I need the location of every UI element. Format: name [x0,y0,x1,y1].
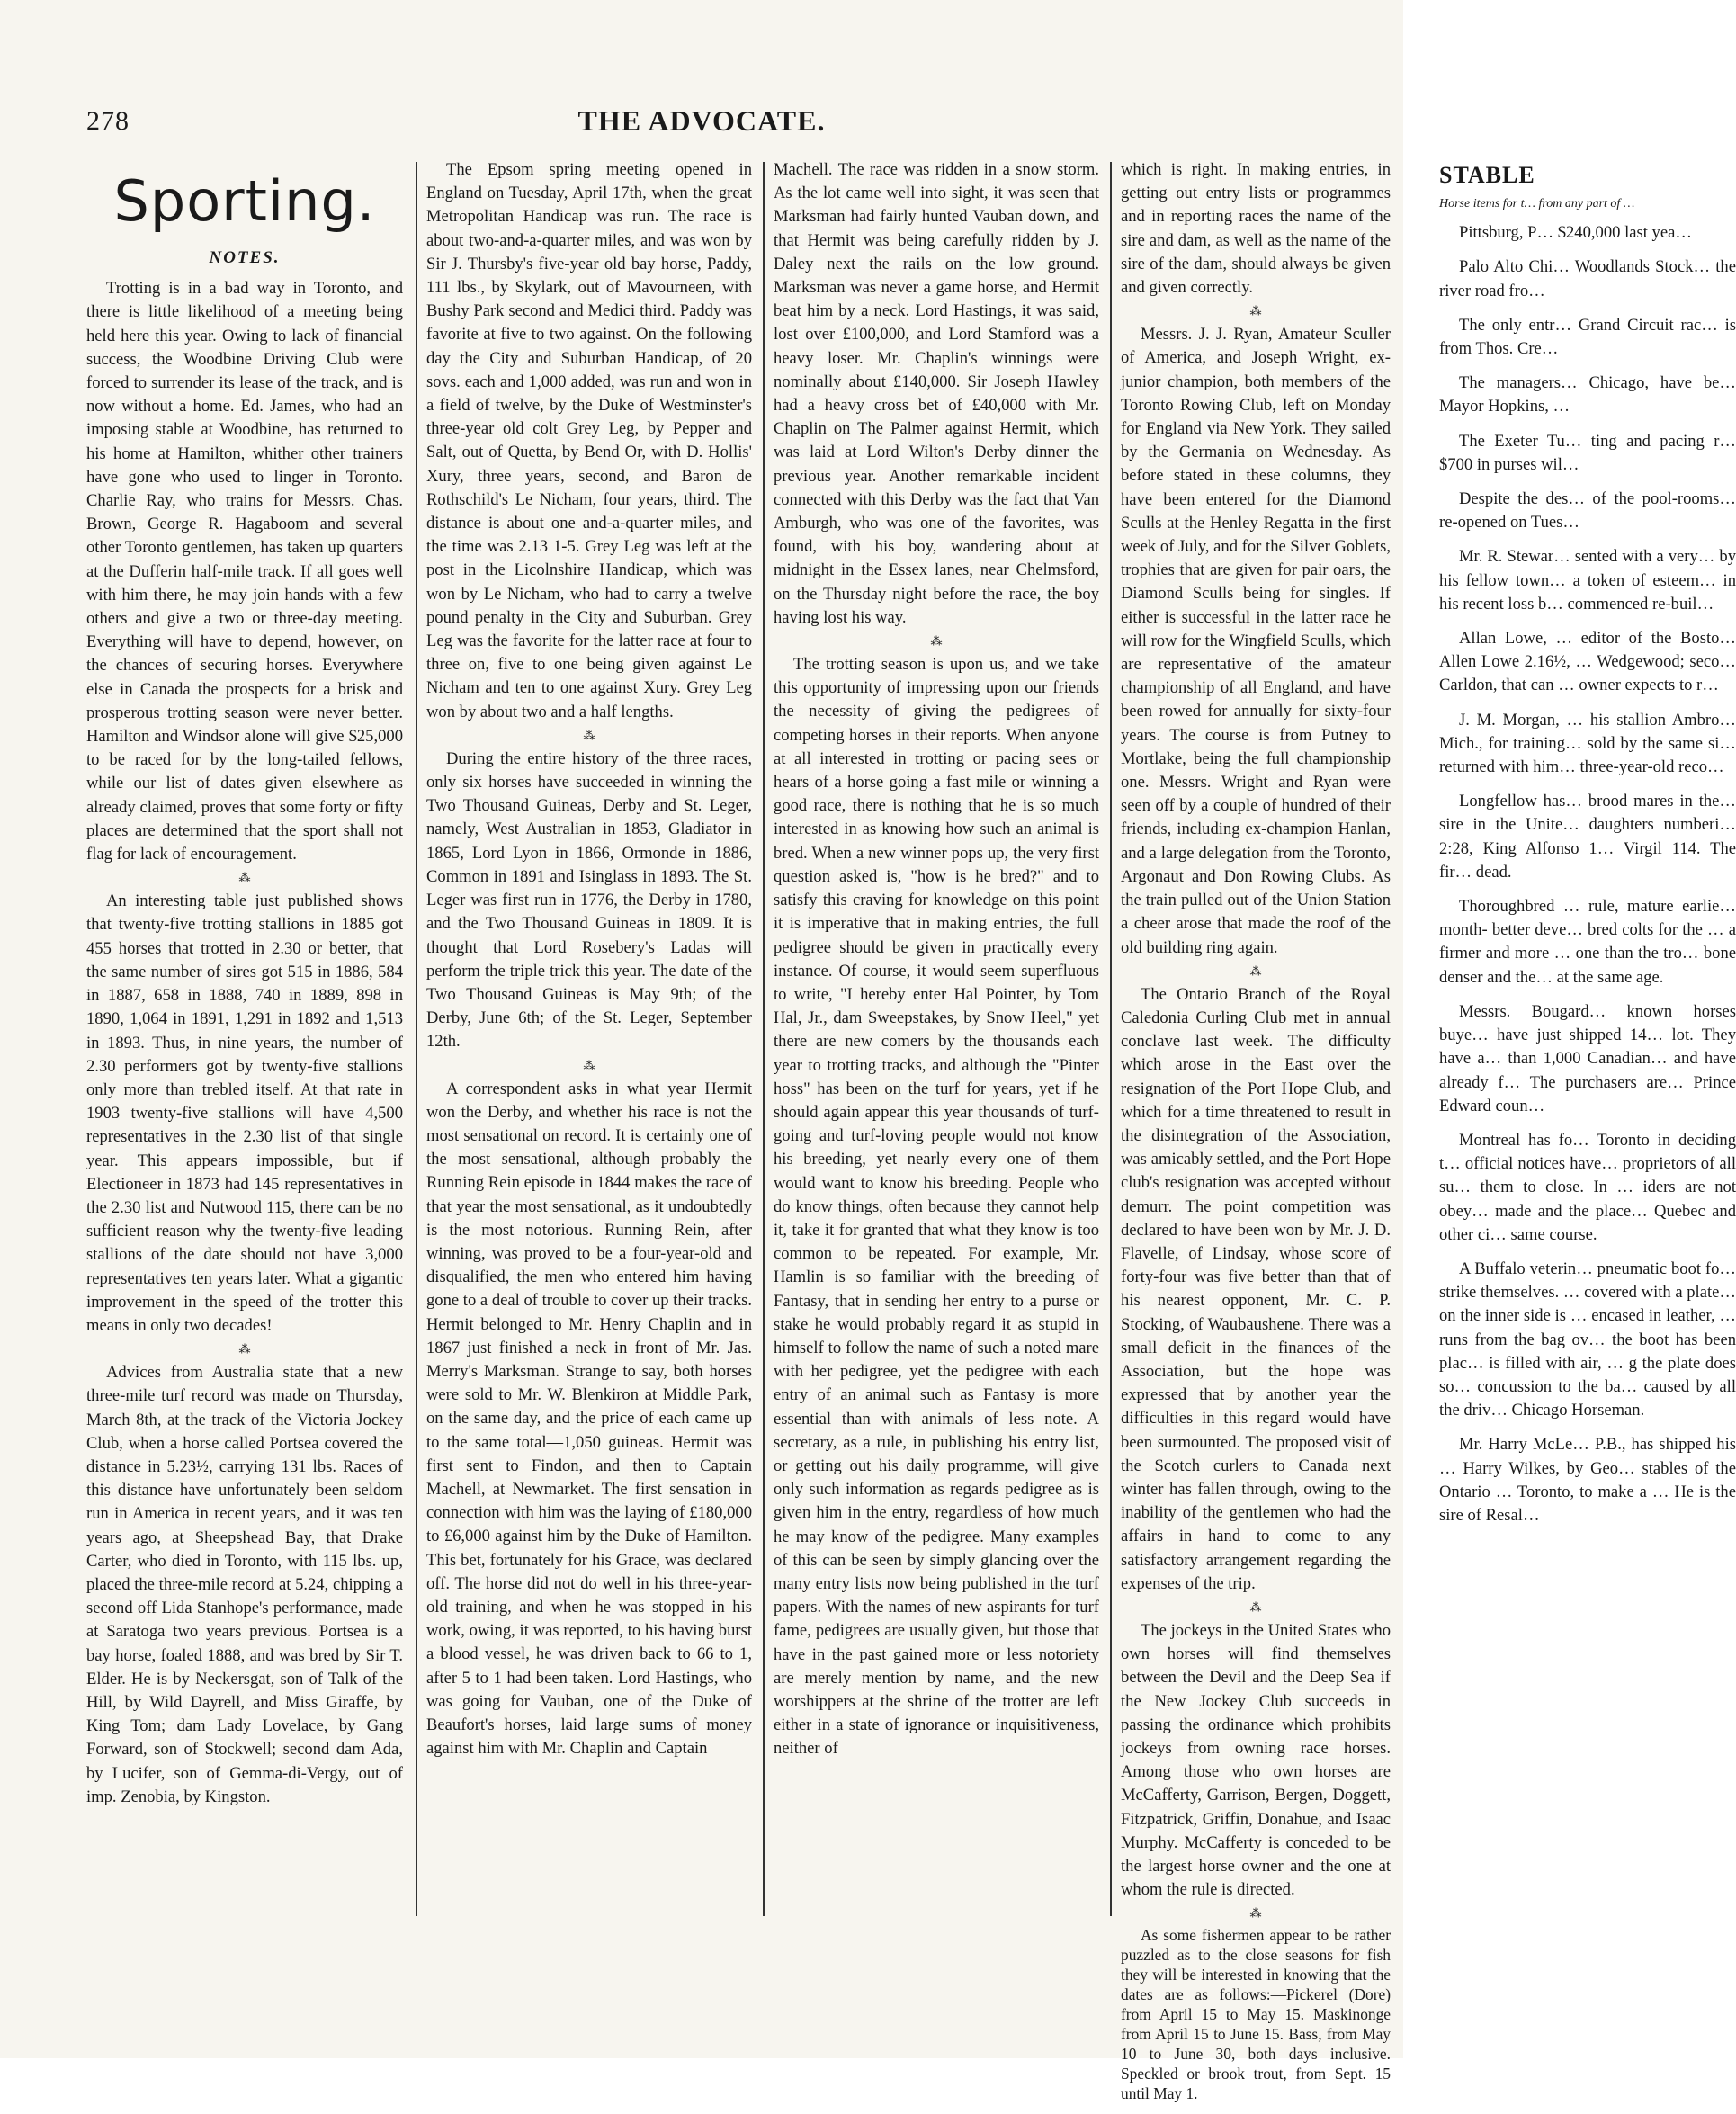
stable-item: Messrs. Bougard… known horses buye… have just shipped 14… lot. They have a… than 1,000 Canadian… and have already f… The purchasers are… Prince Edward coun… [1439,1001,1736,1115]
separator-stars: ⁂ [1249,1906,1262,1921]
stable-item: The managers… Chicago, have be… Mayor Hopkins, … [1439,373,1736,417]
article-scullers: Messrs. J. J. Ryan, Amateur Sculler of America, and Joseph Wright, ex-junior champion, both members of the Toronto Rowing Club, left on Monday for England via New York. They sailed by the Germania on Wednesday. As before stated in these columns, they have been entered for the Diamond Sculls at the Henley Regatta in the first week of July, and for the Silver Goblets, trophies that are given for pair oars, the Diamond Sculls being for singles. If either is successful in the latter race he will row for the Wingfield Sculls, which are representative of the amateur championship of all England, and have been rowed for annually for sixty-four years. The course is from Putney to Mortlake, being the full championship one. Messrs. Wright and Ryan were seen off by a couple of hundred of their friends, including ex-champion Hanlan, and a large delegation from the Toronto, Argonaut and Don Rowing Clubs. As the train pulled out of the Union Station a cheer arose that made the roof of the old building ring again. [1121,325,1391,957]
separator-stars: ⁂ [583,1058,595,1072]
column-rule [763,162,765,1916]
stable-item: Mr. Harry McLe… P.B., has shipped his … Harry Wilkes, by Geo… stables of the Ontario … Toronto, to make a … He is the sire of Resal… [1439,1435,1736,1525]
separator-stars: ⁂ [238,871,251,885]
article-trotting-toronto: Trotting is in a bad way in Toronto, and there is little likelihood of a meeting being held here this year. Owing to lack of financial success, the Woodbine Driving Club were forced to surrender its lease of the track, and is now without a home. Ed. James, who had an imposing stable at Woodbine, has returned to his home at Hamilton, whither other trainers have gone who used to linger in Toronto. Charlie Ray, who trains for Messrs. Chas. Brown, George R. Hagaboom and several other Toronto gentlemen, has taken up quarters at the Dufferin half-mile track. If all goes well with him there, he may join hands with a few others and give a two or three-day meeting. Everything will have to depend, however, on the chances of securing horses. Everywhere else in Canada the prospects for a brisk and prosperous trotting season were never better. Hamilton and Windsor alone will give $25,000 to be raced for by the long-tailed fellows, while our list of dates given elsewhere as already claimed, proves that some forty or fifty places are determined that the sport shall not flag for lack of encouragement. [86,279,403,864]
article-triple-crown: During the entire history of the three races, only six horses have succeeded in winning the Two Thousand Guineas, Derby and St. Leger, namely, West Australian in 1853, Gladiator in 1865, Lord Lyon in 1866, Ormonde in 1886, Common in 1891 and Isinglass in 1893. The St. Leger was first run in 1776, the Derby in 1780, and the Two Thousand Guineas in 1809. It is thought that Lord Rosebery's Ladas will perform the triple trick this year. The date of the Two Thousand Guineas is May 9th; of the Derby, June 6th; of the St. Leger, September 12th. [426,748,752,1052]
stable-item: Thoroughbred … rule, mature earlie… month- better deve… bred colts for the … a firmer and more … one than the tro… bone denser and the… at the same age. [1439,897,1736,987]
stable-column [1439,158,1736,1538]
stable-item: Despite the des… of the pool-rooms… re-opened on Tues… [1439,489,1736,533]
column-3 [774,158,1099,1772]
stable-item: Longfellow has… brood mares in the… sire in the Unite… daughters numberi… 2:28, King Alfonso 1… Virgil 114. The fir… dead. [1439,792,1736,882]
separator-stars: ⁂ [930,634,943,649]
column-4 [1121,158,1391,2114]
separator-stars: ⁂ [238,1342,251,1357]
article-epsom-meeting: The Epsom spring meeting opened in England on Tuesday, April 17th, when the great Metropolitan Handicap was run. The race is about two-and-a-quarter miles, and was won by Sir J. Thursby's five-year old bay horse, Paddy, 111 lbs., by Skylark, out of Mavourneen, with Bushy Park second and Medici third. Paddy was favorite at five to two against. On the following day the City and Suburban Handicap, of 20 sovs. each and 1,000 added, was run and won in a field of twelve, by the Duke of Westminster's three-year old colt Grey Leg, by Pepper and Salt, out of Quetta, by Bend Or, with D. Hollis' Xury, three years, second, and Baron de Rothschild's Le Nicham, four years, third. The distance is about one and-a-quarter miles, and the time was 2.13 1-5. Grey Leg was left at the post in the Licolnshire Handicap, which was won by Le Nicham, who had to carry a twelve pound penalty in the City and Suburban. Grey Leg was the favorite for the latter race at four to three on, five to one being given against Le Nicham and ten to one against Xury. Grey Leg won by about two and a half lengths. [426,160,752,721]
stable-item: The Exeter Tu… ting and pacing r… $700 in purses wil… [1439,431,1736,474]
article-hermit-derby: A correspondent asks in what year Hermit won the Derby, and whether his race is not the most sensational on record. It is certainly one of the most sensational, although probably the Running Rein episode in 1844 makes the race of that year the most sensational, as it undoubtedly is the most notorious. Running Rein, after winning, was proved to be a four-year-old and disqualified, the men who entered him having gone to a deal of trouble to cover up their tracks. Hermit belonged to Mr. Henry Chaplin and in 1867 just finished a neck in front of Mr. Jas. Merry's Marksman. Strange to say, both horses were sold to Mr. W. Blenkiron at Middle Park, on the same day, and the price of each came up to the same total—1,050 guineas. Hermit was first sent to Findon, and then to Captain Machell, at Newmarket. The first sensation in connection with him was the laying of £180,000 to £6,000 against him by the Duke of Hamilton. This bet, fortunately for his Grace, was declared off. The horse did not do well in his three-year-old training, and when he was stopped in his work, owing, it was reported, to his having burst a blood vessel, he was driven back to 66 to 1, after 5 to 1 had been taken. Lord Hastings, who was going for Vauban, one of the Duke of Beaufort's horses, laid large sums of money against him with Mr. Chaplin and Captain [426,1079,752,1759]
article-pedigrees: The trotting season is upon us, and we take this opportunity of impressing upon our friends the necessity of giving the pedigrees of competing horses in their reports. When anyone at all interested in trotting or pacing sees or hears of a horse going a fast mile or winning a good race, there is nothing that he is so much interested in as knowing how such an animal is bred. When a new winner pops up, the very first question asked is, "how is he bred?" and to satisfy this craving for knowledge on this point it is imperative that in making entries, the full pedigree should be given in practically every instance. Of course, it would seem superfluous to write, "I hereby enter Hal Pointer, by Tom Hal, Jr., dam Sweepstakes, by Snow Heel," yet there are new comers by the thousands each year to trotting tracks, and although the "Pinter hoss" has been on the turf for years, yet if he should again appear this year thousands of turf-going and turf-loving people would not know his breeding, yet nearly every one of them would want to know his breeding. People who do know things, often because they cannot help it, take it for granted that what they know is too common to be repeated. For example, Mr. Hamlin is so familiar with the breeding of Fantasy, that in sending her entry to a purse or stake he would probably regard it as stupid in himself to follow the name of such a noted mare with her pedigree, yet the pedigree with each entry of an animal such as Fantasy is more essential than with animals of less note. A secretary, as a rule, in publishing his entry list, or getting out his daily programme, will give only such information as regards pedigree as is given him in the entry, regardless of how much he may know of the pedigree. Many examples of this can be seen by simply glancing over the many entry lists now being published in the turf papers. With the names of new aspirants for turf fame, pedigrees are usually given, but those that have in the past gained more or less notoriety are merely mention by name, and the new worshippers at the shrine of the trotter are left either in a state of ignorance or inquisitiveness, neither of [774,655,1099,1759]
stable-subheading: Horse items for t… from any part of … [1439,197,1635,211]
article-australia-record: Advices from Australia state that a new three-mile turf record was made on Thursday, March 8th, at the track of the Victoria Jockey Club, when a horse called Portsea covered the distance in 5.23½, carrying 131 lbs. Races of this distance have unfortunately been seldom run in America in recent years, and it was ten years ago, at Sheepshead Bay, that Drake Carter, who died in Toronto, with 115 lbs. up, placed the three-mile record at 5.24, chipping a second off Lida Stanhope's performance, made at Saratoga two years previous. Portsea is a bay horse, foaled 1888, and was bred by Sir T. Elder. He is by Neckersgat, son of Talk of the Hill, by Wild Dayrell, and Miss Giraffe, by King Tom; dam Lady Lovelace, by Gang Forward, son of Stockwell; second dam Ada, by Lucifer, son of Gemma-di-Vergy, out of imp. Zenobia, by Kingston. [86,1363,403,1806]
stable-item: J. M. Morgan, … his stallion Ambro… Mich., for training… sold by the same si… returned with him… three-year-old reco… [1439,710,1736,777]
column-2 [426,158,752,1771]
article-pedigrees-continued: which is right. In making entries, in getting out entry lists or programmes and in reporting races the name of the sire and dam, as well as the name of the sire of the dam, should always be given and given correctly. [1121,160,1391,298]
stable-item: The only entr… Grand Circuit rac… is from Thos. Cre… [1439,315,1736,359]
separator-stars: ⁂ [1249,304,1262,318]
column-rule [1110,162,1112,1916]
stable-heading: STABLE [1439,162,1535,188]
section-masthead: Sporting. [113,168,376,234]
stable-item: Montreal has fo… Toronto in deciding t… official notices have… proprietors of all su… them to close. In … iders are not obey… made and the place… Quebec and other ci… same course. [1439,1130,1736,1244]
adjacent-page-strip [1403,0,1736,2058]
column-1 [86,158,403,1820]
stable-item: Mr. R. Stewar… sented with a very… by his fellow town… a token of esteem… in his recent loss b… commenced re-buil… [1439,547,1736,614]
notes-heading: NOTES. [209,248,281,267]
article-hermit-derby-continued: Machell. The race was ridden in a snow storm. As the lot came well into sight, it was seen that Marksman had fairly hunted Vauban down, and that Hermit was being carefully ridden by J. Daley next the rails on the low ground. Marksman was never a game horse, and Hermit beat him by a neck. Lord Hastings, it was said, lost over £100,000, and Lord Stamford was a heavy loser. Mr. Chaplin's winnings were nominally about £140,000. Sir Joseph Hawley had a heavy cross bet of £40,000 with Mr. Chaplin on The Palmer against Hermit, which was laid at Lord Wilton's Derby dinner the previous year. Another remarkable incident connected with this Derby was the fact that Van Amburgh, who was one of the favorites, was found, with his boy, wandering about at midnight in the Essex lanes, near Chelmsford, on the Thursday night before the race, the boy having lost his way. [774,160,1099,627]
stable-item: Pittsburg, P… $240,000 last yea… [1459,223,1692,243]
stable-item: A Buffalo veterin… pneumatic boot fo… strike themselves. … covered with a plate… on the inner side is … encased in leather, … runs from the bag ov… the boot has been plac… is filled with air, … g the plate does so… concussion to the ba… caused by all the driv… Chicago Horseman. [1439,1259,1736,1420]
newspaper-title: THE ADVOCATE. [577,104,826,137]
stable-item: Palo Alto Chi… Woodlands Stock… the river road fro… [1439,257,1736,300]
column-rule [416,162,417,1916]
page-number: 278 [86,106,130,136]
separator-stars: ⁂ [1249,1599,1262,1614]
article-trotting-stallions: An interesting table just published shows that twenty-five trotting stallions in 1885 got 455 horses that trotted in 2.30 or better, that the same number of sires got 515 in 1886, 584 in 1887, 658 in 1888, 740 in 1889, 898 in 1890, 1,064 in 1891, 1,291 in 1892 and 1,513 in 1893. Thus, in nine years, the number of 2.30 performers got by twenty-five stallions only more than trebled itself. At that rate in 1903 twenty-five stallions will have 4,500 representatives in the 2.30 list of that single year. This appears impossible, but if Electioneer in 1873 had 145 representatives in the 2.30 list and Nutwood 115, there can be no sufficient reason why the twenty-five leading stallions of the date should not have 3,000 representatives ten years later. What a gigantic improvement in the speed of the trotter this means in only two decades! [86,891,403,1335]
separator-stars: ⁂ [583,728,595,742]
article-jockeys: The jockeys in the United States who own horses will find themselves between the Devil and the Deep Sea if the New Jockey Club succeeds in passing the ordinance which prohibits jockeys from owning race horses. Among those who own horses are McCafferty, Garrison, Bergen, Doggett, Fitzpatrick, Griffin, Donahue, and Isaac Murphy. McCafferty is conceded to be the largest horse owner and the one at whom the rule is directed. [1121,1620,1391,1900]
separator-stars: ⁂ [1249,963,1262,978]
article-fishing-seasons: As some fishermen appear to be rather puzzled as to the close seasons for fish they will be interested in knowing that the dates are as follows:—Pickerel (Dore) from April 15 to May 15. Maskinonge from April 15 to June 15. Bass, from May 10 to June 30, both days inclusive. Speckled or brook trout, from Sept. 15 until May 1. [1121,1926,1391,2103]
stable-item: Allan Lowe, … editor of the Bosto… Allen Lowe 2.16½, … Wedgewood; seco… Carldon, that can … owner expects to r… [1439,629,1736,695]
article-curling-club: The Ontario Branch of the Royal Caledonia Curling Club met in annual conclave last week. The difficulty which arose in the East over the resignation of the Port Hope Club, and which for a time threatened to result in the disintegration of the Association, was amicably settled, and the Port Hope club's resignation was accepted without demurr. The point competition was declared to have been won by Mr. J. D. Flavelle, of Lindsay, whose score of forty-four was five better than that of his nearest opponent, Mr. C. P. Stocking, of Waubaushene. There was a small deficit in the finances of the Association, but the hope was expressed that by another year the difficulties in this regard would have been surmounted. The proposed visit of the Scotch curlers to Canada next winter has fallen through, owing to the inability of the gentlemen who had the affairs in hand to come to any satisfactory arrangement regarding the expenses of the trip. [1121,984,1391,1593]
